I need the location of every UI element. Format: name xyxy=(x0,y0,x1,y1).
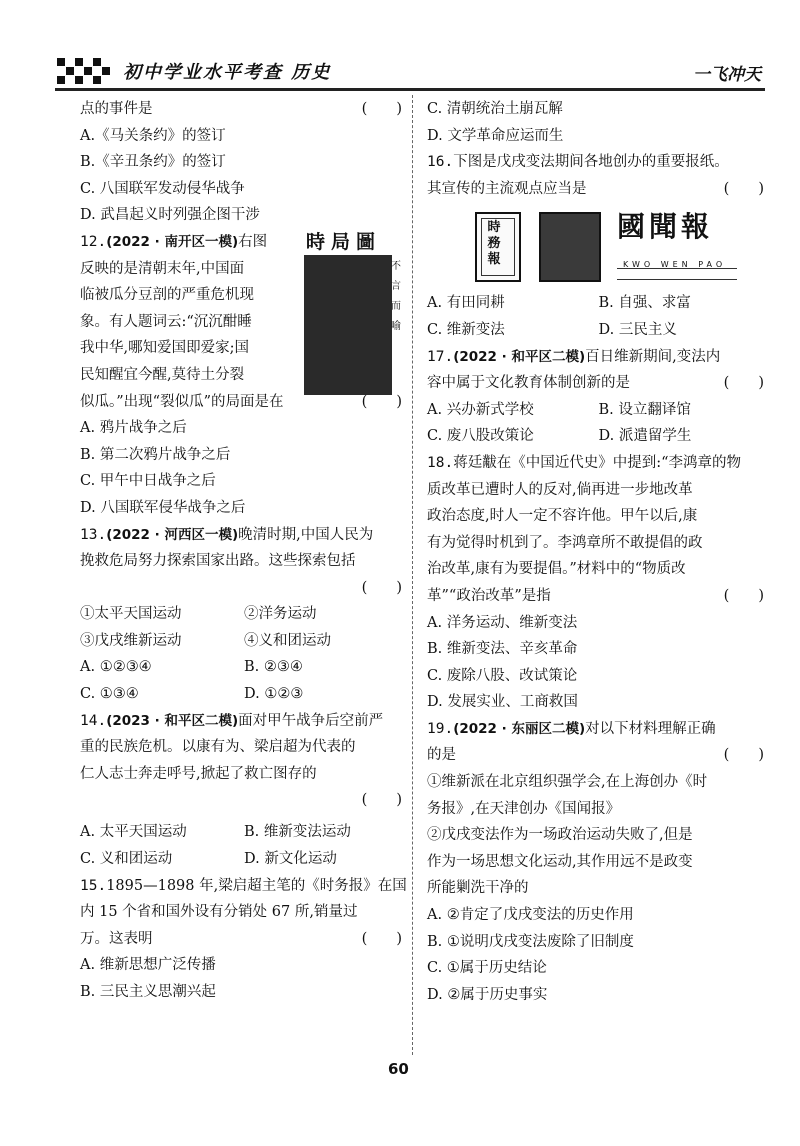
header-brand: 一飞冲天 xyxy=(693,65,761,85)
item-row: ①太平天国运动 ②洋务运动 xyxy=(80,606,317,623)
question-stem: 革”“政治改革”是指 ( ) xyxy=(427,587,764,604)
option-row: C. 维新变法 D. 三民主义 xyxy=(427,321,677,338)
question-stem: 16.下图是戊戌变法期间各地创办的重要报纸。 xyxy=(427,154,729,171)
option: A. ②肯定了戊戌变法的历史作用 xyxy=(427,907,634,924)
newspaper-guowenbao: 國聞報 KWO WEN PAO xyxy=(617,212,737,282)
question-stem: 我中华,哪知爱国即爱家;国 xyxy=(80,340,249,357)
question-stem: 15.1895—1898 年,梁启超主笔的《时务报》在国 xyxy=(80,877,407,894)
question-stem: 容中属于文化教育体制创新的是 ( ) xyxy=(427,375,764,392)
question-stem: 似瓜。”出现“裂似瓜”的局面是在 ( ) xyxy=(80,393,402,410)
option: C. 清朝统治土崩瓦解 xyxy=(427,101,563,117)
option: B. 维新变法、辛亥革命 xyxy=(427,641,578,658)
option: A. 洋务运动、维新变法 xyxy=(427,614,578,631)
option: B. 三民主义思潮兴起 xyxy=(80,984,216,1000)
option-row: A. 太平天国运动 B. 维新变法运动 xyxy=(80,824,351,841)
question-stem: 13.(2022 · 河西区一模)晚清时期,中国人民为 xyxy=(80,526,374,543)
option: B.《辛丑条约》的签订 xyxy=(80,154,226,171)
option: C. ①属于历史结论 xyxy=(427,960,547,977)
header-title: 初中学业水平考查 历史 xyxy=(123,62,332,83)
cartoon-title: 時局圖 xyxy=(306,230,382,253)
left-column xyxy=(80,96,408,1006)
option: D. 武昌起义时列强企图干涉 xyxy=(80,207,260,224)
item-row: ③戊戌维新运动 ④义和团运动 xyxy=(80,632,331,649)
newspaper-images xyxy=(427,206,770,288)
right-column xyxy=(427,96,770,1008)
answer-paren: ( ) xyxy=(361,579,402,596)
option: D. 八国联军侵华战争之后 xyxy=(80,499,246,516)
option-row: C. 义和团运动 D. 新文化运动 xyxy=(80,851,337,868)
material-line: ②戊戌变法作为一场政治运动失败了,但是 xyxy=(427,827,693,844)
page-number: 60 xyxy=(388,1060,409,1078)
option: D. ②属于历史事实 xyxy=(427,986,548,1003)
question-stem: 重的民族危机。以康有为、梁启超为代表的 xyxy=(80,739,356,756)
option: D. 发展实业、工商救国 xyxy=(427,694,578,711)
option-row: A. ①②③④ B. ②③④ xyxy=(80,659,303,676)
question-stem: 政治态度,时人一定不容许他。甲午以后,康 xyxy=(427,508,698,525)
option: B. 第二次鸦片战争之后 xyxy=(80,446,231,463)
material-line: 所能剿洗干净的 xyxy=(427,880,529,897)
option: C. 八国联军发动侵华战争 xyxy=(80,180,245,197)
answer-paren: ( ) xyxy=(361,792,402,809)
question-stem: 的是 ( ) xyxy=(427,747,764,764)
cartoon-caption: 不言而喻 xyxy=(391,260,401,332)
newspaper-middle xyxy=(539,212,601,282)
option: C. 废除八股、改试策论 xyxy=(427,667,578,684)
question-12 xyxy=(80,229,408,522)
question-stem: 万。这表明 ( ) xyxy=(80,930,402,947)
material-line: 作为一场思想文化运动,其作用远不是政变 xyxy=(427,853,693,870)
question-stem: 反映的是清朝末年,中国面 xyxy=(80,260,245,277)
question-stem: 17.(2022 · 和平区二模)百日维新期间,变法内 xyxy=(427,348,721,365)
option-row: A. 兴办新式学校 B. 设立翻译馆 xyxy=(427,401,691,418)
question-stem: 点的事件是 ( ) xyxy=(80,101,402,117)
logo-icon xyxy=(55,54,113,86)
option-row: A. 有田同耕 B. 自强、求富 xyxy=(427,295,691,312)
option: C. 甲午中日战争之后 xyxy=(80,473,216,490)
question-stem: 18.蒋廷黻在《中国近代史》中提到:“李鸿章的物 xyxy=(427,454,741,471)
option-row: C. ①③④ D. ①②③ xyxy=(80,686,304,703)
question-stem: 质改革已遭时人的反对,倘再进一步地改革 xyxy=(427,481,693,498)
question-stem: 挽救危局努力探索国家出路。这些探索包括 xyxy=(80,553,356,570)
question-stem: 其宣传的主流观点应当是 ( ) xyxy=(427,180,764,197)
question-stem: 有为觉得时机到了。李鸿章所不敢提倡的政 xyxy=(427,534,703,551)
header-rule xyxy=(55,88,765,91)
column-divider xyxy=(412,95,413,1055)
option: A. 鸦片战争之后 xyxy=(80,420,187,437)
option: A.《马关条约》的签订 xyxy=(80,127,226,144)
question-stem: 象。有人题词云:“沉沉酣睡 xyxy=(80,313,252,330)
newspaper-shiwubao: 時務報 xyxy=(475,212,521,282)
material-line: ①维新派在北京组织强学会,在上海创办《时 xyxy=(427,774,708,791)
question-stem: 仁人志士奔走呼号,掀起了救亡图存的 xyxy=(80,765,317,782)
question-stem: 内 15 个省和国外设有分销处 67 所,销量过 xyxy=(80,904,358,921)
option: B. ①说明戊戌变法废除了旧制度 xyxy=(427,933,634,950)
option: D. 文学革命应运而生 xyxy=(427,127,564,144)
page-header xyxy=(55,52,765,90)
option-row: C. 废八股改策论 D. 派遣留学生 xyxy=(427,428,692,445)
option: A. 维新思想广泛传播 xyxy=(80,957,216,974)
question-stem: 民知醒宜今醒,莫待土分裂 xyxy=(80,366,245,383)
question-stem: 12.(2022 · 南开区一模)右图 xyxy=(80,233,268,250)
question-stem: 14.(2023 · 和平区二模)面对甲午战争后空前严 xyxy=(80,712,384,729)
question-stem: 治改革,康有为要提倡。”材料中的“物质改 xyxy=(427,561,686,578)
question-stem: 临被瓜分豆剖的严重危机现 xyxy=(80,287,254,304)
material-line: 务报》,在天津创办《国闻报》 xyxy=(427,800,621,817)
question-stem: 19.(2022 · 东丽区二模)对以下材料理解正确 xyxy=(427,720,716,737)
